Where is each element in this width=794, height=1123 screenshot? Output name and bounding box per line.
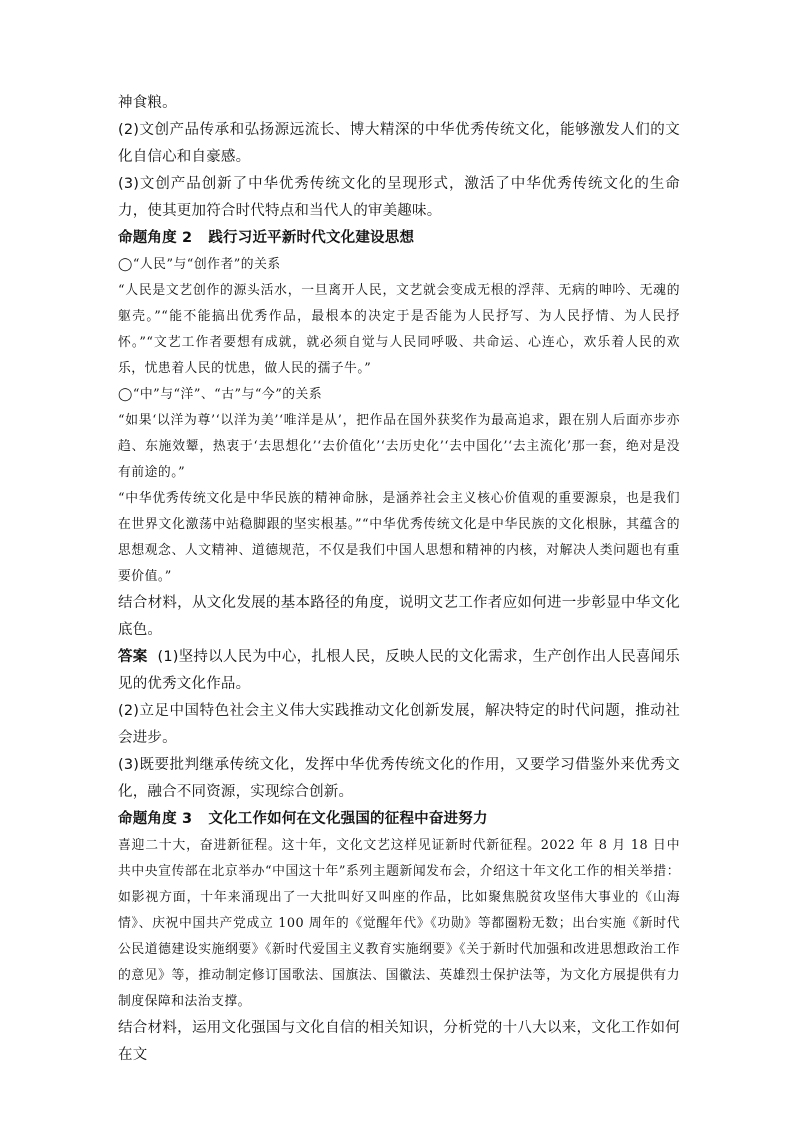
material-quote: “人民是文艺创作的源头活水，一旦离开人民，文艺就会变成无根的浮萍、无病的呻吟、无魂的躯壳。”“能不能搞出优秀作品，最根本的决定于是否能为人民抒写、为人民抒情、为人民抒怀。”“文艺工作者要想有成就，就必须自觉与人民同呼吸、共命运、心连心，欢乐着人民的欢乐，忧患着人民的忧患，做人民的孺子牛。” [118, 283, 680, 376]
answer-point-2: (2)文创产品传承和弘扬源远流长、博大精深的中华优秀传统文化，能够激发人们的文化自信心和自豪感。 [118, 122, 680, 165]
material-subheading: ◯“人民”与“创作者”的关系 [118, 257, 281, 272]
section-title: 文化工作如何在文化强国的征程中奋进努力 [208, 811, 488, 827]
answer-point-3: (3)文创产品创新了中华优秀传统文化的呈现形式，激活了中华优秀传统文化的生命力，使其更加符合时代特点和当代人的审美趣味。 [118, 176, 680, 219]
section-heading-angle-3 [118, 806, 680, 833]
section-heading-angle-2 [118, 225, 680, 252]
section-title: 践行习近平新时代文化建设思想 [208, 230, 415, 246]
material-quote: 喜迎二十大，奋进新征程。这十年，文化文艺这样见证新时代新征程。2022 年 8 月 18 日中共中央宣传部在北京举办“中国这十年”系列主题新闻发布会，介绍这十年文化工作的相关举措：如影视方面，十年来涌现出了一大批叫好又叫座的作品，比如聚焦脱贫攻坚伟大事业的《山海情》、庆祝中国共产党成立 100 周年的《觉醒年代》《功勋》等都圈粉无数；出台实施《新时代公民道德建设实施纲要》《新时代爱国主义教育实施纲要》《关于新时代加强和改进思想政治工作的意见》等，推动制定修订国歌法、国旗法、国徽法、英雄烈士保护法等，为文化方展提供有力制度保障和法治支撑。 [118, 838, 680, 1009]
answer-label: 答案 [118, 649, 148, 665]
answer-point-2: (2)立足中国特色社会主义伟大实践推动文化创新发展，解决特定的时代问题，推动社会进步。 [118, 703, 680, 746]
material-quote: “中华优秀传统文化是中华民族的精神命脉，是涵养社会主义核心价值观的重要源泉，也是我们在世界文化激荡中站稳脚跟的坚实根基。”“中华优秀传统文化是中华民族的文化根脉，其蕴含的思想观念、人文精神、道德规范，不仅是我们中国人思想和精神的内核，对解决人类问题也有重要价值。” [118, 491, 680, 584]
material-subheading: ◯“中”与“洋”、“古”与“今”的关系 [118, 387, 323, 402]
material-quote: “如果‘以洋为尊’‘以洋为美’‘唯洋是从’，把作品在国外获奖作为最高追求，跟在别人后面亦步亦趋、东施效颦，热衷于‘去思想化’‘去价值化’‘去历史化’‘去中国化’‘去主流化’那一套，绝对是没有前途的。” [118, 413, 680, 480]
question-text: 结合材料，运用文化强国与文化自信的相关知识，分析党的十八大以来，文化工作如何在文 [118, 1020, 680, 1063]
document-page [118, 90, 680, 1069]
text-line: 神食粮。 [118, 95, 177, 111]
question-text: 结合材料，从文化发展的基本路径的角度，说明文艺工作者应如何进一步彰显中华文化底色。 [118, 595, 680, 638]
section-label: 命题角度 2 [118, 230, 193, 246]
section-label: 命题角度 3 [118, 811, 193, 827]
answer-block [118, 644, 680, 698]
answer-point-3: (3)既要批判继承传统文化，发挥中华优秀传统文化的作用，又要学习借鉴外来优秀文化，融合不同资源，实现综合创新。 [118, 757, 680, 800]
answer-point-1: (1)坚持以人民为中心，扎根人民，反映人民的文化需求，生产创作出人民喜闻乐见的优秀文化作品。 [118, 649, 681, 692]
